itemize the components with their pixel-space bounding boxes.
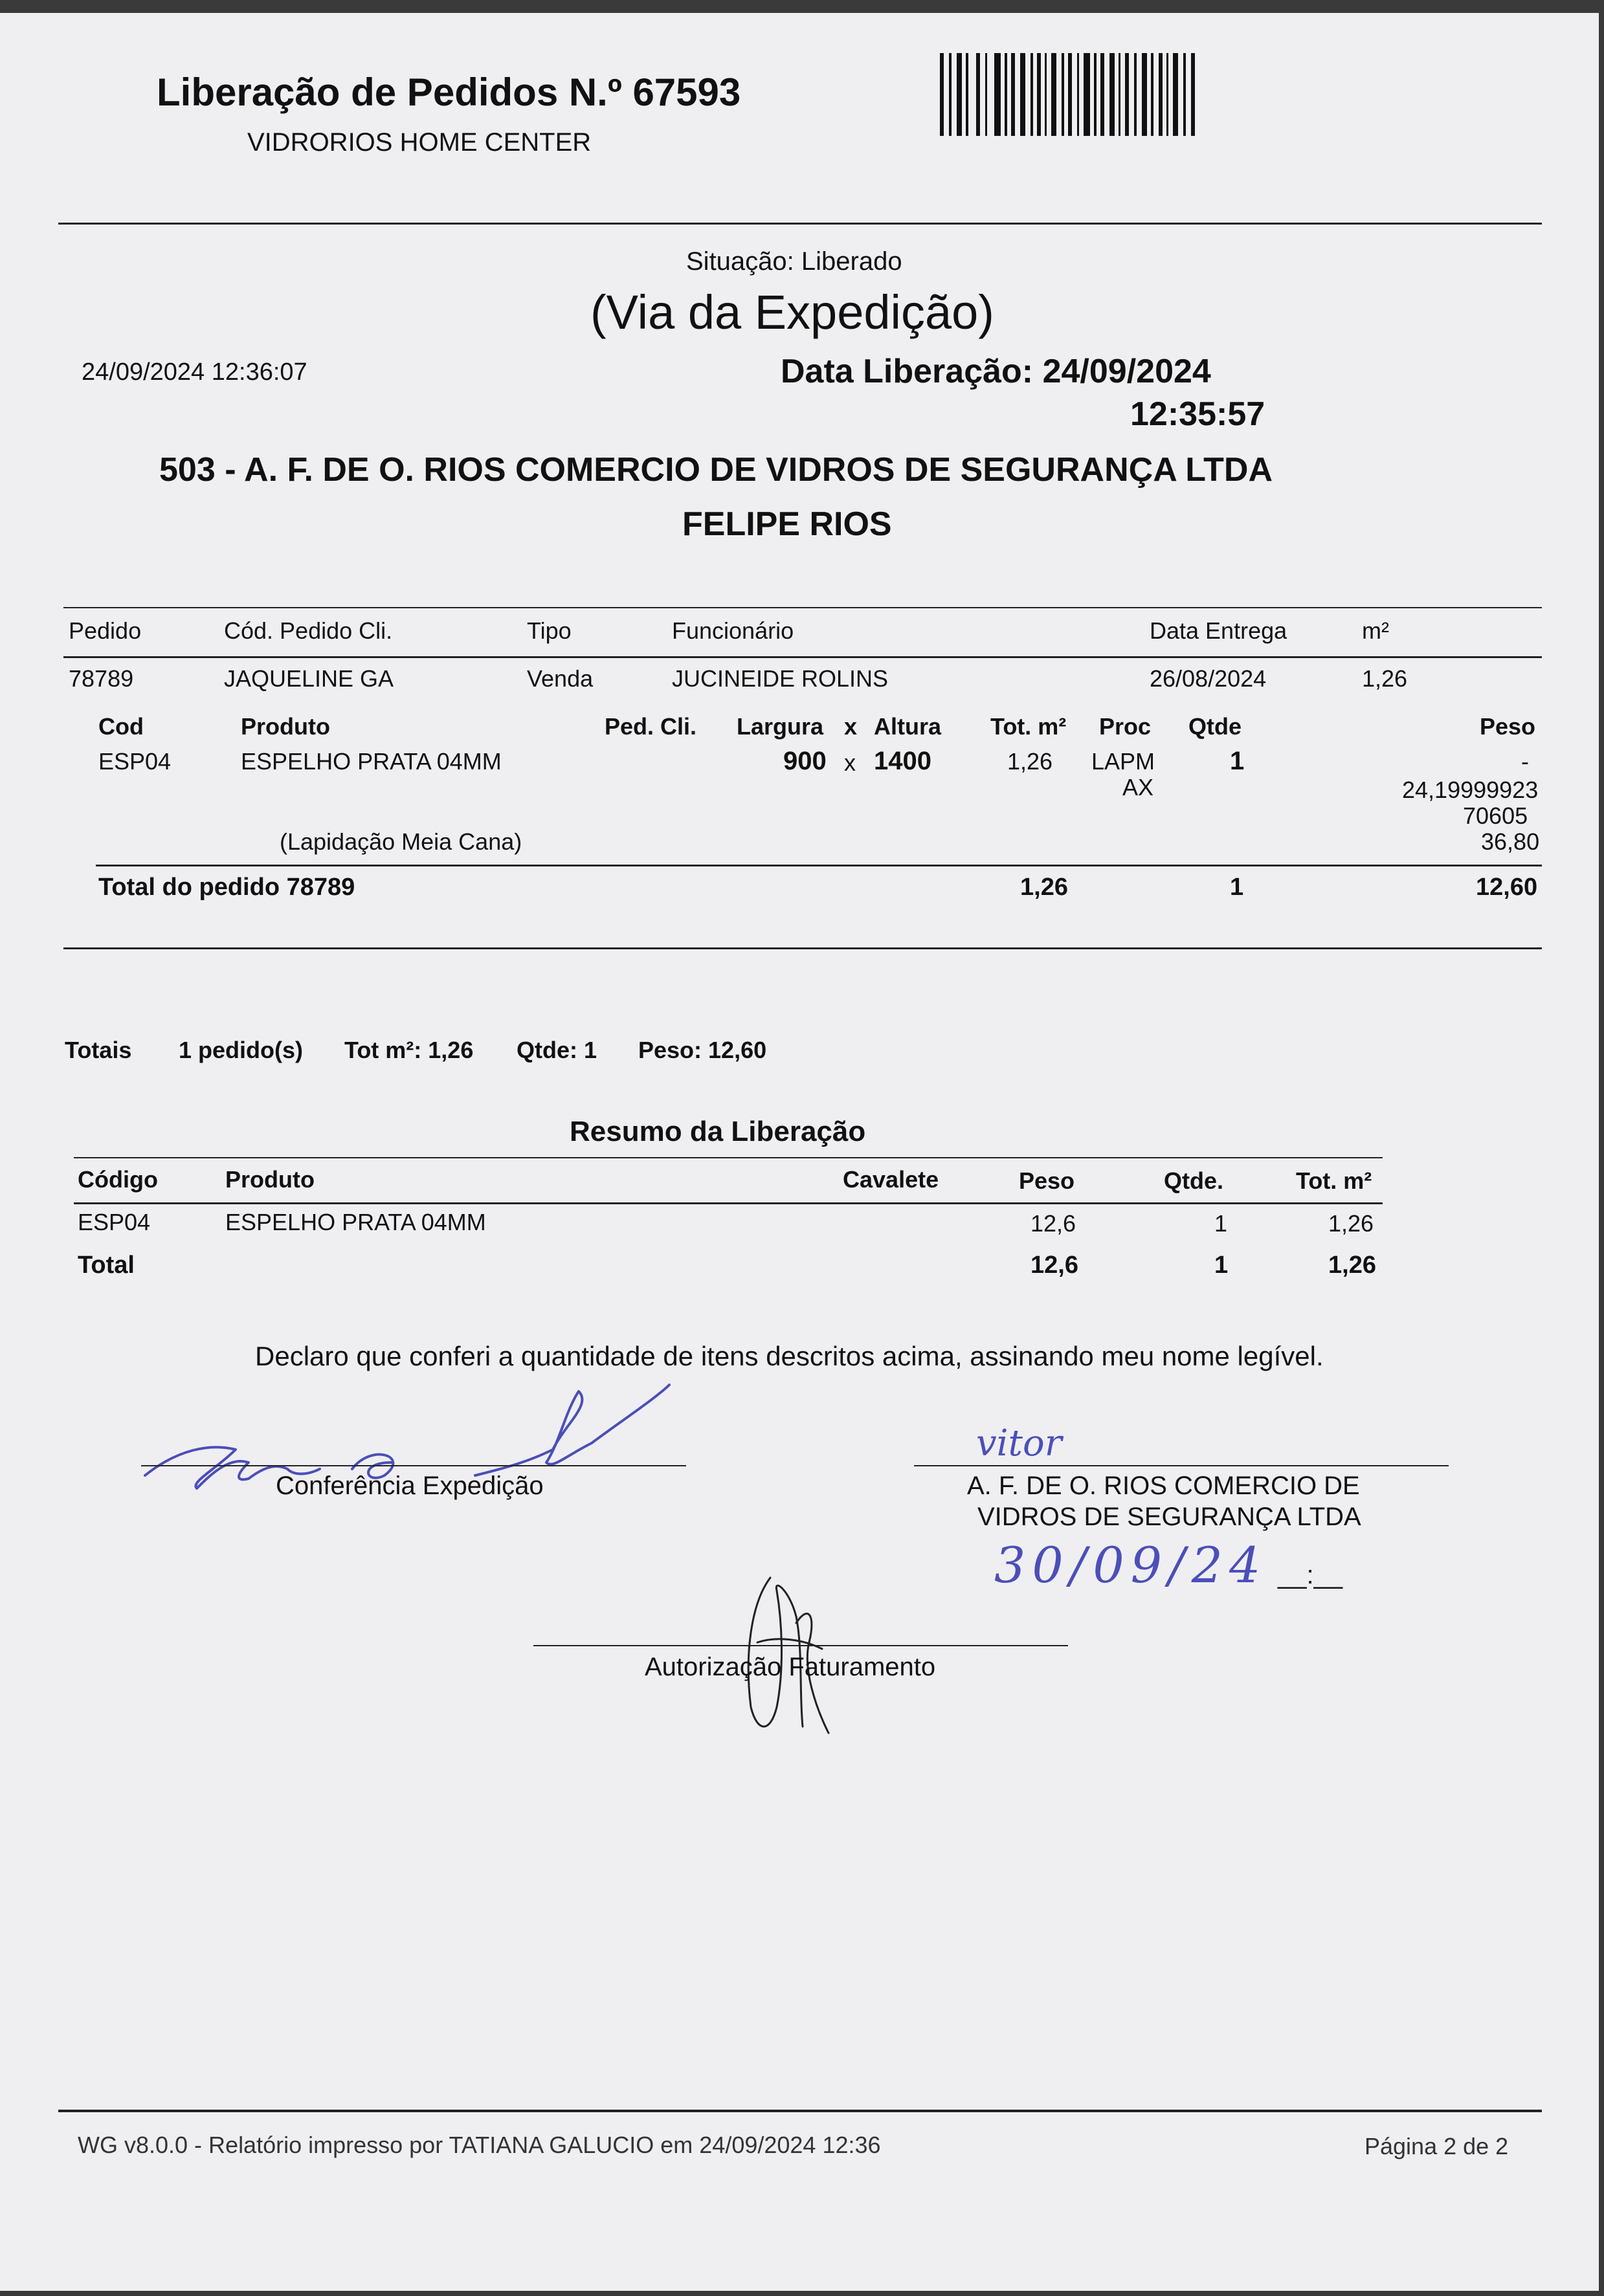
company-signature-line1: A. F. DE O. RIOS COMERCIO DE [967, 1472, 1360, 1500]
item-peso-2: 24,19999923 [1402, 777, 1539, 803]
resumo-total-label: Total [78, 1252, 135, 1279]
item-x: x [844, 749, 856, 776]
item-cod: ESP04 [98, 748, 172, 775]
totais-pedidos: 1 pedido(s) [179, 1037, 304, 1063]
resumo-total-tot-m2: 1,26 [1328, 1252, 1376, 1279]
totais-tot-m2: Tot m²: 1,26 [344, 1037, 474, 1063]
client-contact: FELIPE RIOS [682, 505, 892, 543]
order-total-peso: 12,60 [1476, 874, 1538, 901]
item-proc-2: AX [1122, 774, 1154, 800]
footer-page-number: Página 2 de 2 [1365, 2133, 1509, 2159]
time-blank: __:__ [1278, 1561, 1343, 1589]
resumo-qtde: 1 [1214, 1210, 1228, 1237]
item-altura: 1400 [874, 747, 931, 775]
order-header-data-entrega: Data Entrega [1150, 617, 1287, 644]
company-signature-line [914, 1465, 1449, 1466]
footer-divider [58, 2110, 1542, 2112]
resumo-top-line [74, 1157, 1383, 1158]
resumo-peso: 12,6 [1030, 1210, 1076, 1237]
item-total-line [96, 865, 1542, 867]
resumo-tot-m2: 1,26 [1328, 1210, 1374, 1237]
item-peso-1: - [1521, 748, 1529, 775]
resumo-header-tot-m2: Tot. m² [1296, 1167, 1372, 1194]
resumo-header-cavalete: Cavalete [843, 1166, 939, 1193]
resumo-total-qtde: 1 [1214, 1252, 1229, 1279]
order-data-entrega: 26/08/2024 [1150, 665, 1267, 692]
order-total-label: Total do pedido 78789 [98, 874, 355, 901]
item-header-x: x [844, 713, 858, 740]
print-datetime: 24/09/2024 12:36:07 [82, 359, 307, 386]
handwritten-date: 30/09/24 [994, 1536, 1267, 1594]
declaration-text: Declaro que conferi a quantidade de itens descritos acima, assinando meu nome legível. [255, 1341, 1324, 1371]
resumo-produto: ESPELHO PRATA 04MM [225, 1209, 486, 1235]
totais-peso: Peso: 12,60 [638, 1037, 767, 1063]
order-header-funcionario: Funcionário [672, 617, 794, 644]
item-header-cod: Cod [98, 713, 144, 740]
status-text: Situação: Liberado [686, 247, 902, 276]
order-funcionario: JUCINEIDE ROLINS [672, 665, 889, 692]
order-table-top-line [63, 607, 1542, 608]
order-header-m2: m² [1362, 617, 1389, 644]
item-produto: ESPELHO PRATA 04MM [241, 748, 502, 775]
client-name: 503 - A. F. DE O. RIOS COMERCIO DE VIDROS DE SEGURANÇA LTDA [159, 451, 1273, 489]
resumo-header-produto: Produto [225, 1166, 315, 1193]
resumo-header-qtde: Qtde. [1164, 1167, 1224, 1194]
item-header-peso: Peso [1480, 713, 1536, 740]
item-tot-m2: 1,26 [1007, 748, 1053, 775]
resumo-header-peso: Peso [1019, 1167, 1075, 1194]
item-peso-4: 36,80 [1481, 828, 1540, 855]
order-header-tipo: Tipo [527, 617, 572, 644]
totais-qtde: Qtde: 1 [517, 1037, 597, 1063]
order-header-line [63, 656, 1542, 658]
release-time: 12:35:57 [1130, 395, 1265, 433]
item-largura: 900 [783, 747, 827, 775]
document-title: Liberação de Pedidos N.º 67593 [157, 71, 741, 114]
resumo-total-peso: 12,6 [1030, 1252, 1078, 1279]
item-header-ped-cli: Ped. Cli. [605, 713, 697, 740]
handwritten-name: vitor [976, 1422, 1062, 1464]
order-header-cod-cli: Cód. Pedido Cli. [224, 617, 393, 644]
resumo-header-codigo: Código [78, 1166, 158, 1193]
conferencia-signature-line [141, 1465, 686, 1466]
document-page [0, 13, 1599, 2291]
autorizacao-label: Autorização Faturamento [645, 1653, 936, 1681]
item-header-produto: Produto [241, 713, 330, 740]
resumo-header-line [74, 1202, 1383, 1204]
company-signature-line2: VIDROS DE SEGURANÇA LTDA [977, 1503, 1361, 1531]
autorizacao-signature-line [533, 1645, 1068, 1646]
footer-report-info: WG v8.0.0 - Relatório impresso por TATIANA GALUCIO em 24/09/2024 12:36 [78, 2132, 881, 2158]
order-pedido: 78789 [69, 665, 134, 692]
order-tipo: Venda [527, 665, 594, 692]
order-cod-cli: JAQUELINE GA [224, 665, 394, 692]
item-qtde: 1 [1230, 747, 1245, 775]
conferencia-label: Conferência Expedição [276, 1472, 544, 1500]
order-header-pedido: Pedido [69, 617, 142, 644]
order-section-bottom-line [63, 947, 1542, 949]
order-m2: 1,26 [1362, 665, 1408, 692]
release-date: Data Liberação: 24/09/2024 [781, 353, 1211, 390]
item-note: (Lapidação Meia Cana) [280, 828, 522, 855]
item-header-tot-m2: Tot. m² [990, 713, 1067, 740]
item-proc-1: LAPM [1091, 748, 1155, 775]
item-header-qtde: Qtde [1188, 713, 1242, 740]
item-header-altura: Altura [874, 713, 942, 740]
item-header-largura: Largura [737, 713, 824, 740]
company-name: VIDRORIOS HOME CENTER [247, 128, 592, 157]
barcode-icon [940, 53, 1200, 136]
resumo-title: Resumo da Liberação [570, 1116, 866, 1147]
header-divider [58, 223, 1542, 225]
order-total-qtde: 1 [1230, 874, 1244, 901]
item-peso-3: 70605 [1463, 802, 1528, 829]
item-header-proc: Proc [1099, 713, 1152, 740]
order-total-m2: 1,26 [1020, 874, 1068, 901]
totais-label: Totais [65, 1037, 132, 1063]
via-label: (Via da Expedição) [590, 285, 994, 339]
resumo-codigo: ESP04 [78, 1209, 151, 1235]
